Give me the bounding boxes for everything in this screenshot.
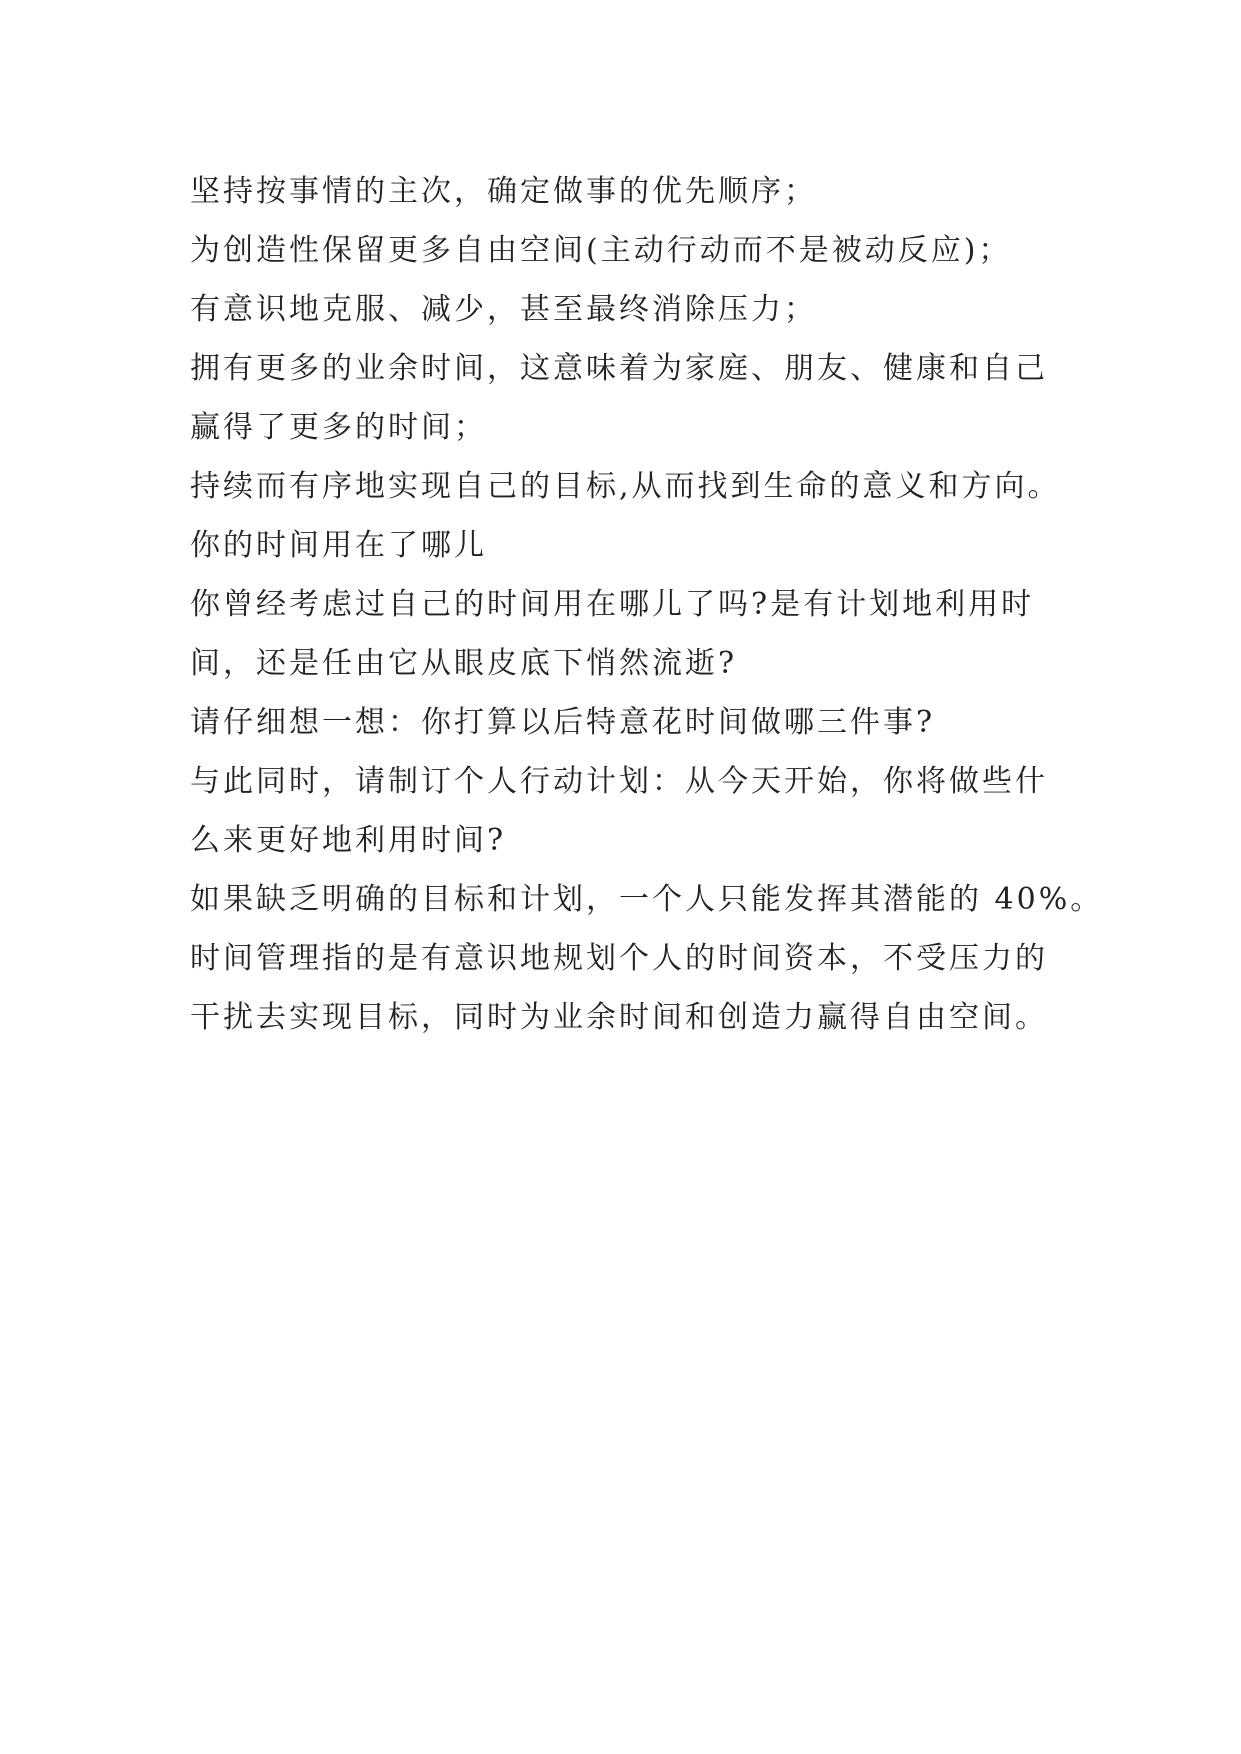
text-line: 请仔细想一想：你打算以后特意花时间做哪三件事? bbox=[190, 705, 936, 740]
text-line: 你曾经考虑过自己的时间用在哪儿了吗?是有计划地利用时 bbox=[190, 587, 1035, 622]
text-line: 为创造性保留更多自由空间(主动行动而不是被动反应)； bbox=[190, 233, 1012, 268]
text-line: 坚持按事情的主次，确定做事的优先顺序； bbox=[190, 174, 817, 209]
section-heading: 你的时间用在了哪儿 bbox=[190, 528, 487, 563]
text-line: 干扰去实现目标，同时为业余时间和创造力赢得自由空间。 bbox=[190, 1000, 1048, 1035]
text-line: 拥有更多的业余时间，这意味着为家庭、朋友、健康和自己 bbox=[190, 351, 1048, 386]
text-line: 么来更好地利用时间? bbox=[190, 823, 507, 858]
text-line: 赢得了更多的时间； bbox=[190, 410, 487, 445]
text-line: 持续而有序地实现自己的目标,从而找到生命的意义和方向。 bbox=[190, 469, 1061, 504]
text-line: 有意识地克服、减少，甚至最终消除压力； bbox=[190, 292, 817, 327]
text-line: 如果缺乏明确的目标和计划，一个人只能发挥其潜能的 40%。 bbox=[190, 882, 1104, 917]
document-body bbox=[190, 162, 1104, 1047]
text-line: 间，还是任由它从眼皮底下悄然流逝? bbox=[190, 646, 738, 681]
text-line: 时间管理指的是有意识地规划个人的时间资本，不受压力的 bbox=[190, 941, 1048, 976]
text-line: 与此同时，请制订个人行动计划：从今天开始，你将做些什 bbox=[190, 764, 1048, 799]
